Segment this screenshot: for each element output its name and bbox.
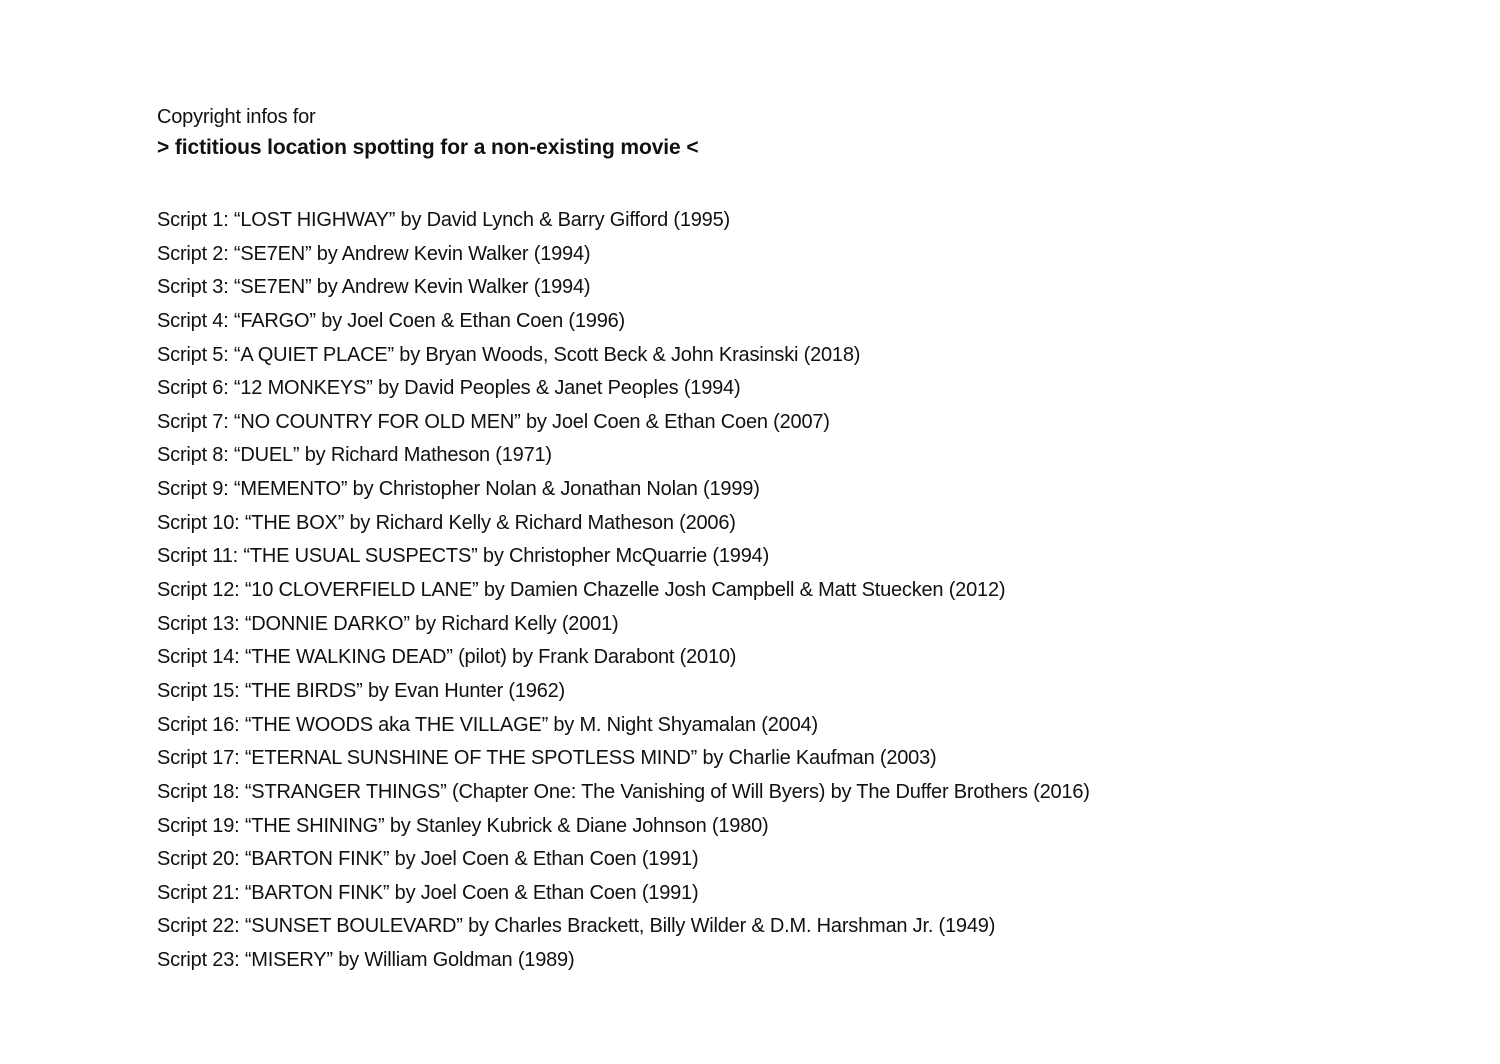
script-entry: Script 7: “NO COUNTRY FOR OLD MEN” by Joel Coen & Ethan Coen (2007) <box>157 410 830 433</box>
script-entry: Script 4: “FARGO” by Joel Coen & Ethan Coen (1996) <box>157 309 625 332</box>
script-entry: Script 19: “THE SHINING” by Stanley Kubrick & Diane Johnson (1980) <box>157 814 769 837</box>
script-entry: Script 9: “MEMENTO” by Christopher Nolan & Jonathan Nolan (1999) <box>157 478 760 501</box>
script-entry: Script 10: “THE BOX” by Richard Kelly & Richard Matheson (2006) <box>157 511 736 534</box>
document-title: > fictitious location spotting for a non-existing movie < <box>157 136 699 159</box>
script-entry: Script 14: “THE WALKING DEAD” (pilot) by Frank Darabont (2010) <box>157 646 737 669</box>
script-entry: Script 12: “10 CLOVERFIELD LANE” by Damien Chazelle Josh Campbell & Matt Stuecken (2012) <box>157 579 1006 602</box>
script-entry: Script 8: “DUEL” by Richard Matheson (1971) <box>157 444 552 467</box>
script-entry: Script 6: “12 MONKEYS” by David Peoples & Janet Peoples (1994) <box>157 377 741 400</box>
intro-text: Copyright infos for <box>157 106 316 128</box>
script-entry: Script 2: “SE7EN” by Andrew Kevin Walker (1994) <box>157 242 591 265</box>
document-page <box>157 103 1457 972</box>
script-entry: Script 20: “BARTON FINK” by Joel Coen & Ethan Coen (1991) <box>157 848 699 871</box>
script-entry: Script 23: “MISERY” by William Goldman (1989) <box>157 949 575 972</box>
script-entry: Script 15: “THE BIRDS” by Evan Hunter (1962) <box>157 679 566 702</box>
script-entry: Script 3: “SE7EN” by Andrew Kevin Walker (1994) <box>157 276 591 299</box>
script-list <box>157 204 1090 978</box>
script-entry: Script 18: “STRANGER THINGS” (Chapter One: The Vanishing of Will Byers) by The Duffer Brothers (2016) <box>157 780 1090 803</box>
script-entry: Script 13: “DONNIE DARKO” by Richard Kelly (2001) <box>157 612 619 635</box>
script-entry: Script 17: “ETERNAL SUNSHINE OF THE SPOTLESS MIND” by Charlie Kaufman (2003) <box>157 747 937 770</box>
script-entry: Script 11: “THE USUAL SUSPECTS” by Christopher McQuarrie (1994) <box>157 545 770 568</box>
script-entry: Script 5: “A QUIET PLACE” by Bryan Woods, Scott Beck & John Krasinski (2018) <box>157 343 861 366</box>
script-entry: Script 22: “SUNSET BOULEVARD” by Charles Brackett, Billy Wilder & D.M. Harshman Jr. (1949) <box>157 915 996 938</box>
script-entry: Script 21: “BARTON FINK” by Joel Coen & Ethan Coen (1991) <box>157 881 699 904</box>
script-entry: Script 16: “THE WOODS aka THE VILLAGE” by M. Night Shyamalan (2004) <box>157 713 818 736</box>
script-entry: Script 1: “LOST HIGHWAY” by David Lynch & Barry Gifford (1995) <box>157 209 730 231</box>
